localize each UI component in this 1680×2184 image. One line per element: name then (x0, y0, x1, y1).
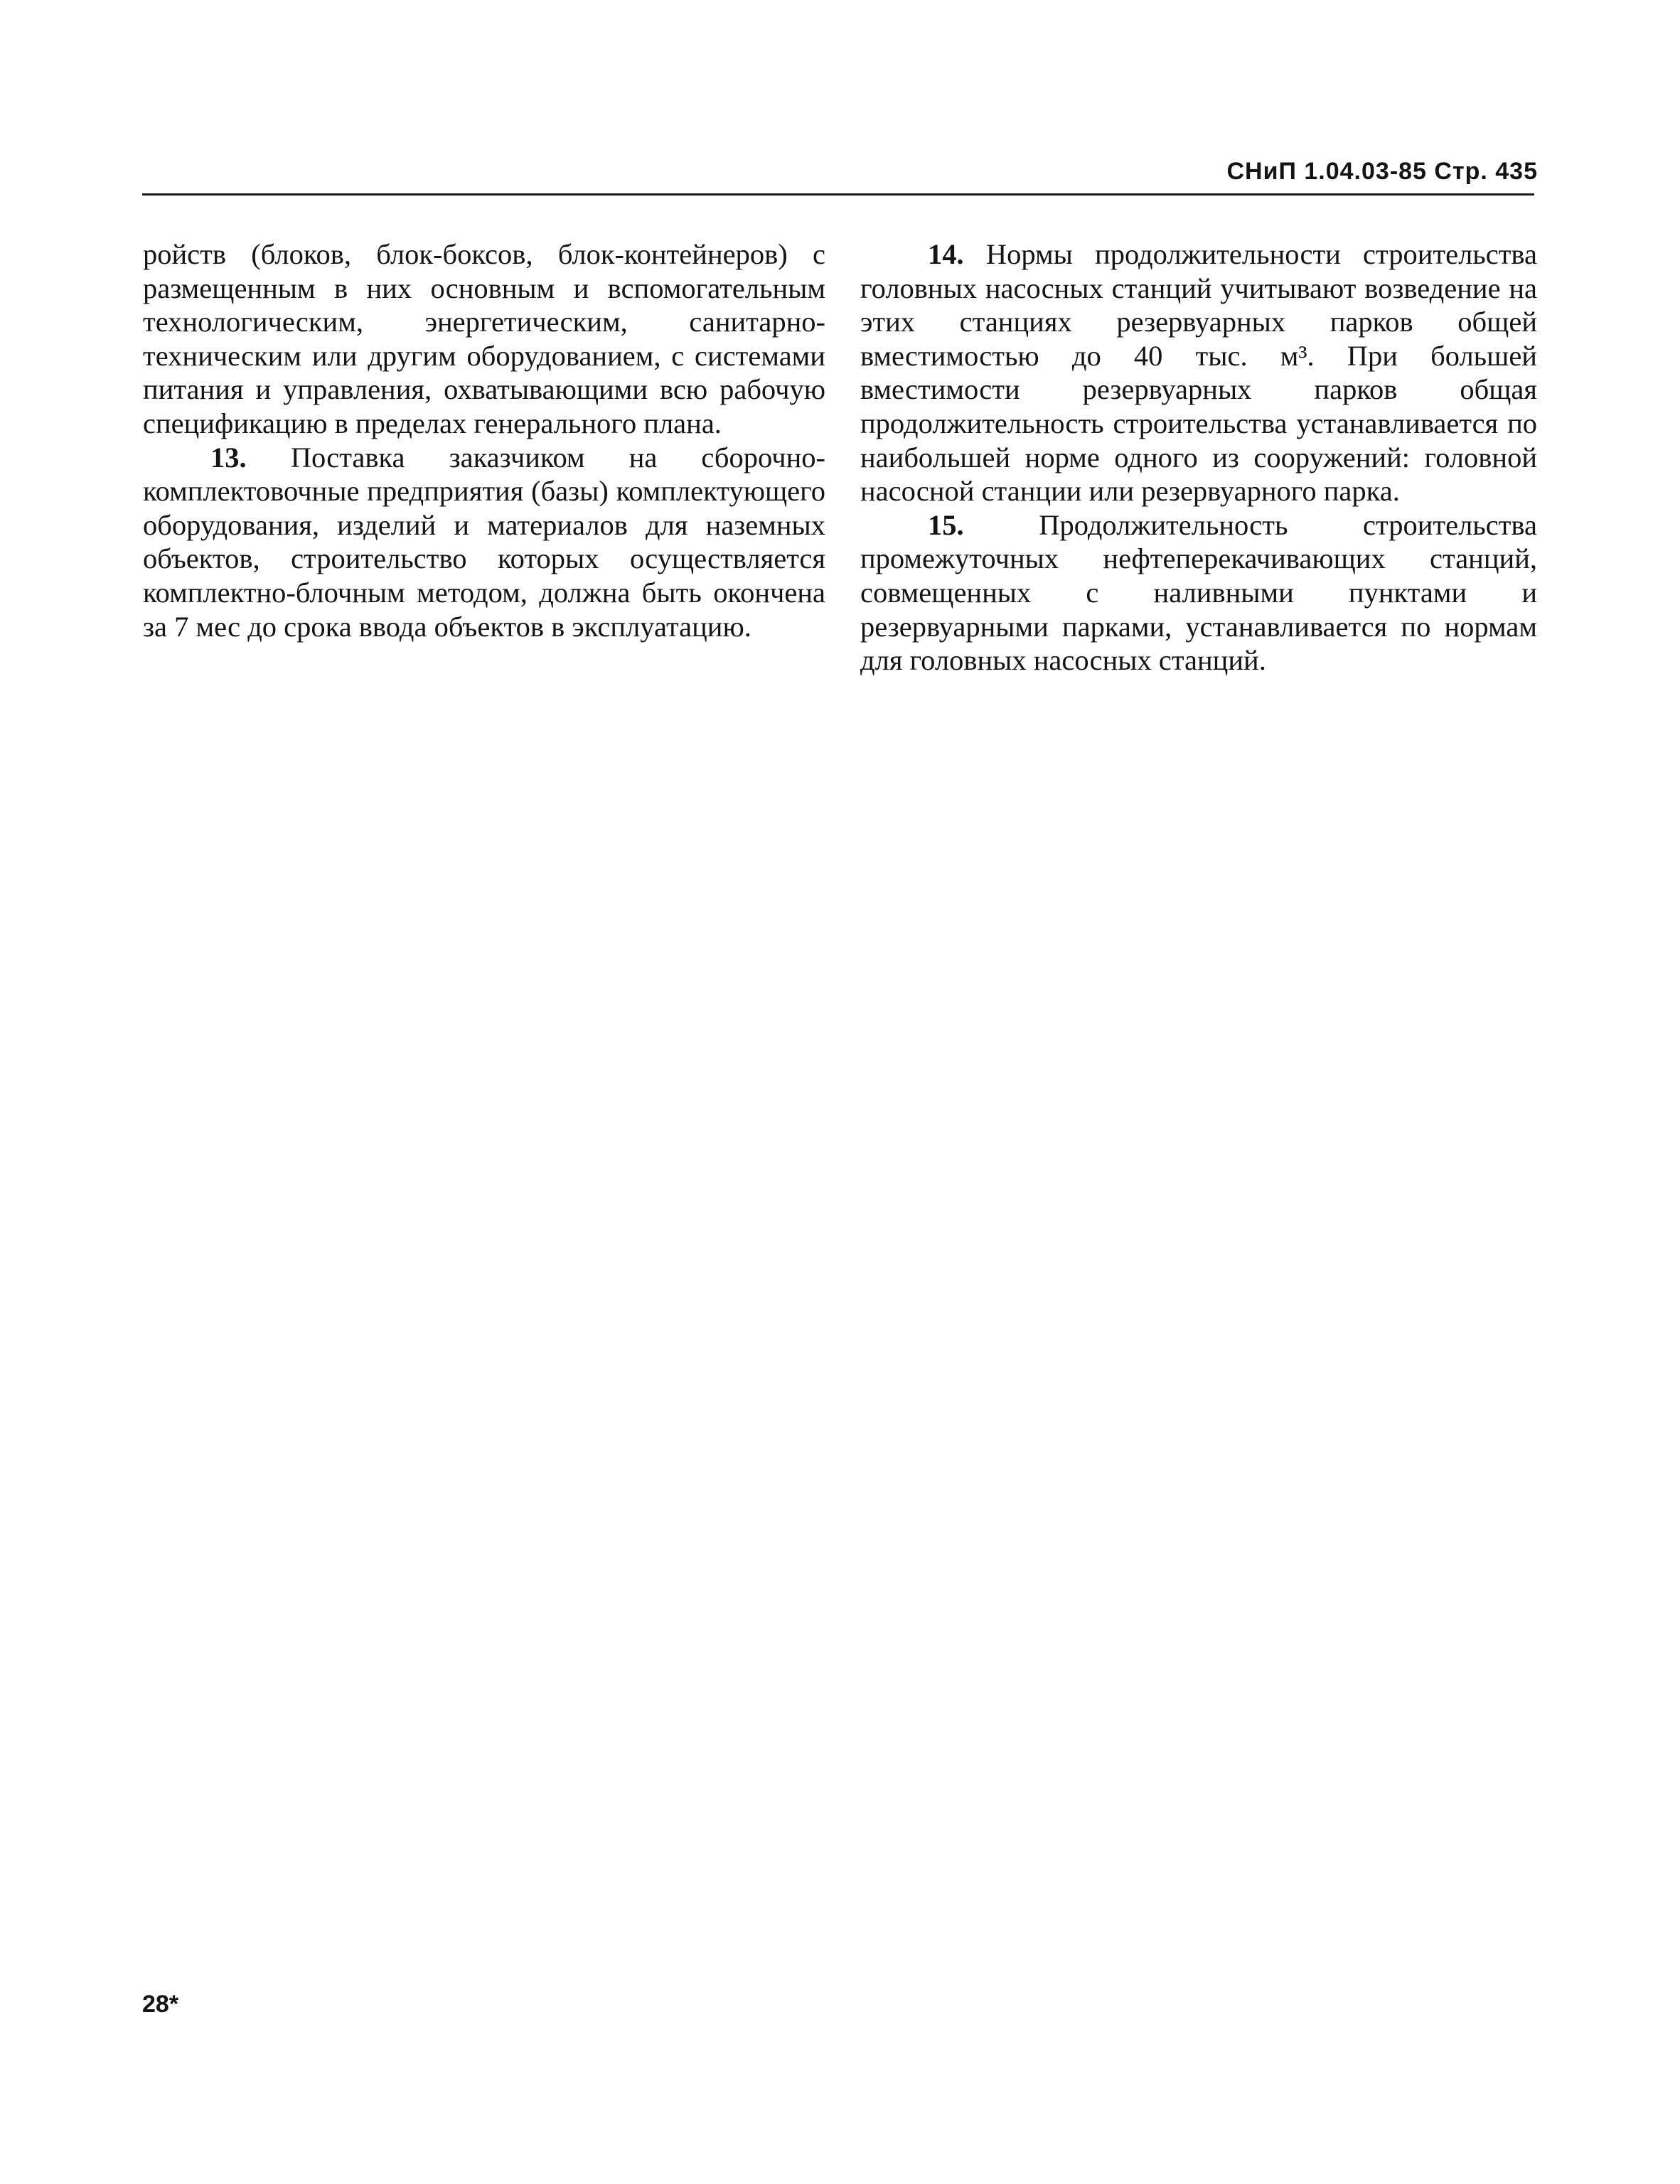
left-column (143, 237, 825, 643)
paragraph-14 (860, 237, 1537, 508)
page-signature-mark: 28* (142, 1991, 179, 2018)
paragraph-13-text: Поставка заказчиком на сборочно-комплектовочные предприятия (базы) комплектующего оборудования, изделий и материалов для наземных объектов, строительство которых осуществляется комплектно-блочным методом, должна быть окончена за 7 мес до срока ввода объектов в эксплуатацию. (143, 441, 825, 643)
paragraph-14-text: Нормы продолжительности строительства головных насосных станций учитывают возведение на этих станциях резервуарных парков общей вместимостью до 40 тыс. м³. При большей вместимости резервуарных парков общая продолжительность строительства устанавливается по наибольшей норме одного из сооружений: головной насосной станции или резервуарного парка. (860, 238, 1537, 508)
right-column (860, 237, 1537, 678)
paragraph-15 (860, 508, 1537, 678)
paragraph-14-number: 14. (928, 238, 964, 270)
paragraph-15-text: Продолжительность строительства промежуточных нефтеперекачивающих станций, совмещенных с наливными пунктами и резервуарными парками, устанавливается по нормам для головных насосных станций. (860, 508, 1537, 677)
paragraph-13 (143, 441, 825, 644)
paragraph-13-number: 13. (210, 441, 247, 473)
paragraph-continuation: ройств (блоков, блок-боксов, блок-контейнеров) с размещенным в них основным и вспомогательным технологическим, энергетическим, санитарно-техническим или другим оборудованием, с системами питания и управления, охватывающими всю рабочую спецификацию в пределах генерального плана. (143, 238, 825, 439)
paragraph-15-number: 15. (928, 508, 964, 541)
page-header-title: СНиП 1.04.03-85 Стр. 435 (1226, 158, 1538, 185)
header-rule (142, 193, 1534, 196)
